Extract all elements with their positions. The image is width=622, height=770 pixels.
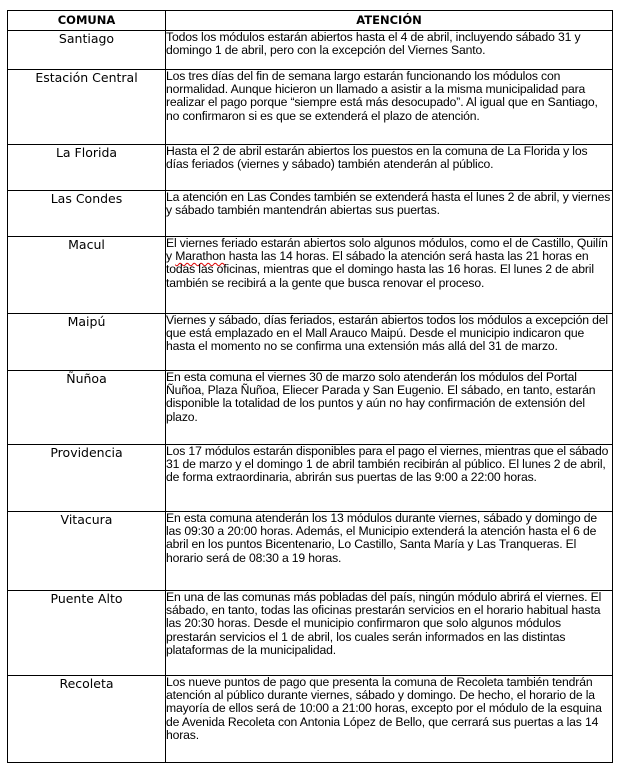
table-row bbox=[8, 191, 613, 237]
table-row bbox=[8, 591, 613, 676]
comuna-cell: La Florida bbox=[8, 145, 166, 191]
spellcheck-flagged-word: Marathon bbox=[175, 249, 226, 264]
atencion-cell: En esta comuna atenderán los 13 módulos durante viernes, sábado y domingo de las 09:30 a 20:00 horas. Además, el Municipio extenderá la atención hasta el 6 de abril en los puntos Bicentenario, Lo Castillo, Santa María y Las Tranqueras. El horario será de 08:30 a 19 horas. bbox=[166, 512, 613, 591]
table-row bbox=[8, 314, 613, 371]
comuna-cell: Vitacura bbox=[8, 512, 166, 591]
table-row bbox=[8, 70, 613, 145]
comuna-cell: Recoleta bbox=[8, 676, 166, 763]
table-row bbox=[8, 31, 613, 70]
atencion-text-post: hasta las 14 horas. El sábado la atención será hasta las 21 horas en todas las oficinas, mientras que el domingo hasta las 16 horas. El lunes 2 de abril también se recibirá a la gente que busca renovar el proceso. bbox=[166, 249, 594, 290]
comuna-cell: Las Condes bbox=[8, 191, 166, 237]
header-row bbox=[8, 11, 613, 31]
atencion-cell: En esta comuna el viernes 30 de marzo solo atenderán los módulos del Portal Ñuñoa, Plaza Ñuñoa, Eliecer Parada y San Eugenio. El sábado, en tanto, estarán disponible la totalidad de los puntos y aún no hay confirmación de extensión del plazo. bbox=[166, 371, 613, 445]
comuna-cell: Macul bbox=[8, 237, 166, 314]
table-row bbox=[8, 445, 613, 512]
header-atencion: ATENCIÓN bbox=[166, 11, 613, 31]
atencion-cell: Viernes y sábado, días feriados, estarán abiertos todos los módulos a excepción del que está emplazado en el Mall Arauco Maipú. Desde el municipio indicaron que hasta el momento no se confirma una extensión más allá del 31 de marzo. bbox=[166, 314, 613, 371]
atencion-cell: Hasta el 2 de abril estarán abiertos los puestos en la comuna de La Florida y los días feriados (viernes y sábado) también atenderán al público. bbox=[166, 145, 613, 191]
atencion-cell: En una de las comunas más pobladas del país, ningún módulo abrirá el viernes. El sábado, en tanto, todas las oficinas prestarán servicios en el horario habitual hasta las 20:30 horas. Desde el municipio confirmaron que solo algunos módulos prestarán servicios el 1 de abril, los cuales serán informados en las distintas plataformas de la municipalidad. bbox=[166, 591, 613, 676]
table-row bbox=[8, 237, 613, 314]
header-comuna: COMUNA bbox=[8, 11, 166, 31]
atencion-cell: Todos los módulos estarán abiertos hasta el 4 de abril, incluyendo sábado 31 y domingo 1 de abril, pero con la excepción del Viernes Santo. bbox=[166, 31, 613, 70]
table-row bbox=[8, 676, 613, 763]
atencion-cell: La atención en Las Condes también se extenderá hasta el lunes 2 de abril, y viernes y sábado también mantendrán abiertas sus puertas. bbox=[166, 191, 613, 237]
comuna-cell: Puente Alto bbox=[8, 591, 166, 676]
comuna-cell: Maipú bbox=[8, 314, 166, 371]
comuna-cell: Estación Central bbox=[8, 70, 166, 145]
comuna-cell: Ñuñoa bbox=[8, 371, 166, 445]
atencion-cell: Los tres días del fin de semana largo estarán funcionando los módulos con normalidad. Aunque hicieron un llamado a asistir a la misma municipalidad para realizar el pago porque “siempre está más desocupado”. Al igual que en Santiago, no confirmaron si es que se extenderá el plazo de atención. bbox=[166, 70, 613, 145]
atencion-cell bbox=[166, 237, 613, 314]
comuna-cell: Providencia bbox=[8, 445, 166, 512]
table-row bbox=[8, 512, 613, 591]
comuna-cell: Santiago bbox=[8, 31, 166, 70]
table-row bbox=[8, 371, 613, 445]
atencion-cell: Los nueve puntos de pago que presenta la comuna de Recoleta también tendrán atención al público durante viernes, sábado y domingo. De hecho, el horario de la mayoría de ellos será de 10:00 a 21:00 horas, excepto por el módulo de la esquina de Avenida Recoleta con Antonia López de Bello, que cerrará sus puertas a las 14 horas. bbox=[166, 676, 613, 763]
atencion-text-pre: El viernes feriado estarán abiertos solo algunos módulos, como el de Castillo, Quilín y bbox=[166, 236, 608, 264]
attention-table bbox=[7, 10, 613, 763]
atencion-cell: Los 17 módulos estarán disponibles para el pago el viernes, mientras que el sábado 31 de marzo y el domingo 1 de abril también recibirán al público. El lunes 2 de abril, de forma extraordinaria, abrirán sus puertas de las 9:00 a 22:00 horas. bbox=[166, 445, 613, 512]
table-row bbox=[8, 145, 613, 191]
